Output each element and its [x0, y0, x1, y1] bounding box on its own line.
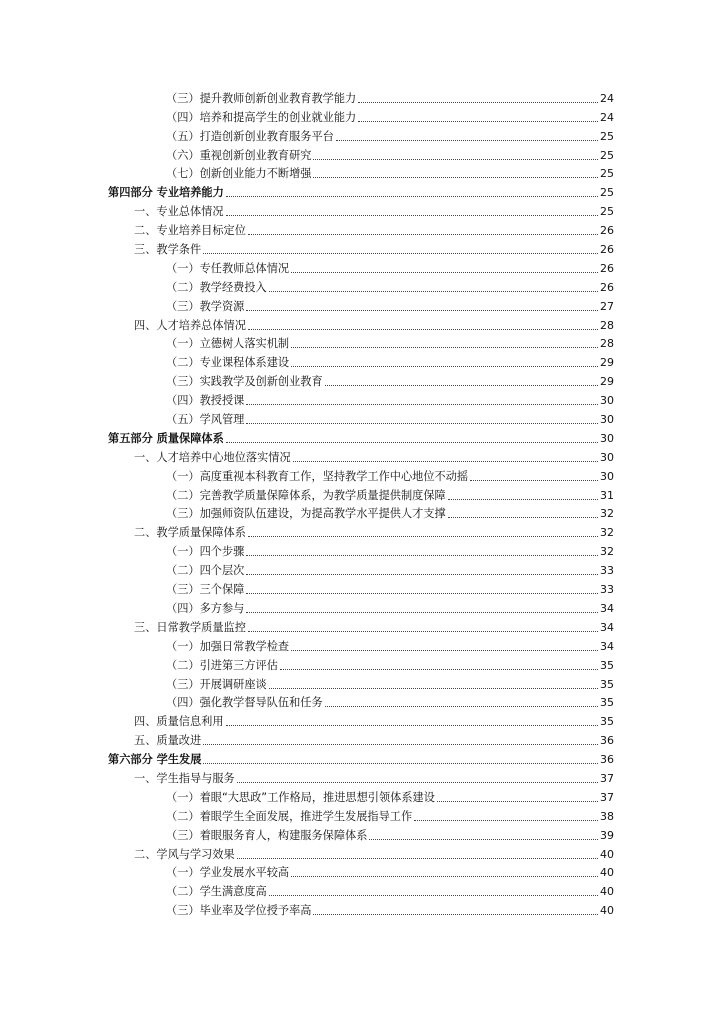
toc-subsection-entry[interactable]: [108, 295, 614, 314]
toc-dot-leader: [269, 688, 598, 689]
toc-dot-leader: [291, 347, 598, 348]
toc-section-entry[interactable]: [108, 710, 614, 729]
toc-page-number: 24: [600, 110, 614, 124]
toc-section-entry[interactable]: [108, 200, 614, 219]
toc-section-entry[interactable]: [108, 446, 614, 465]
toc-entry-title: （二）学生满意度高: [166, 885, 267, 899]
toc-page-number: 30: [600, 394, 614, 408]
toc-subsection-entry[interactable]: [108, 408, 614, 427]
toc-dot-leader: [269, 895, 598, 896]
toc-page-number: 40: [600, 847, 614, 861]
toc-dot-leader: [325, 385, 598, 386]
toc-subsection-entry[interactable]: [108, 125, 614, 144]
toc-dot-leader: [313, 914, 598, 915]
toc-entry-title: 三、日常教学质量监控: [134, 620, 246, 634]
toc-page-number: 30: [600, 431, 614, 445]
toc-entry-title: 二、教学质量保障体系: [134, 526, 246, 540]
toc-entry-title: （二）教学经费投入: [166, 280, 267, 294]
toc-subsection-entry[interactable]: [108, 880, 614, 899]
toc-subsection-entry[interactable]: [108, 87, 614, 106]
toc-entry-title: （五）打造创新创业教育服务平台: [166, 129, 334, 143]
toc-dot-leader: [293, 461, 598, 462]
toc-subsection-entry[interactable]: [108, 692, 614, 711]
toc-dot-leader: [470, 480, 598, 481]
toc-part-heading[interactable]: [108, 181, 614, 200]
toc-page-number: 35: [600, 677, 614, 691]
toc-page-number: 33: [600, 564, 614, 578]
toc-page-number: 28: [600, 337, 614, 351]
toc-dot-leader: [203, 253, 598, 254]
toc-dot-leader: [246, 593, 598, 594]
toc-page-number: 34: [600, 601, 614, 615]
toc-part-heading[interactable]: [108, 427, 614, 446]
toc-subsection-entry[interactable]: [108, 786, 614, 805]
toc-dot-leader: [291, 876, 598, 877]
toc-entry-title: 一、专业总体情况: [134, 205, 224, 219]
toc-page-number: 37: [600, 790, 614, 804]
toc-subsection-entry[interactable]: [108, 144, 614, 163]
toc-page-number: 40: [600, 885, 614, 899]
toc-page-number: 32: [600, 526, 614, 540]
toc-section-entry[interactable]: [108, 314, 614, 333]
toc-section-entry[interactable]: [108, 729, 614, 748]
toc-subsection-entry[interactable]: [108, 540, 614, 559]
toc-dot-leader: [203, 744, 598, 745]
toc-page-number: 30: [600, 469, 614, 483]
toc-subsection-entry[interactable]: [108, 465, 614, 484]
toc-entry-title: （三）加强师资队伍建设，为提高教学水平提供人才支撑: [166, 507, 446, 521]
toc-dot-leader: [248, 536, 598, 537]
toc-entry-title: （三）开展调研座谈: [166, 677, 267, 691]
toc-subsection-entry[interactable]: [108, 559, 614, 578]
toc-page-number: 39: [600, 828, 614, 842]
toc-subsection-entry[interactable]: [108, 389, 614, 408]
toc-page-number: 37: [600, 771, 614, 785]
toc-dot-leader: [269, 291, 598, 292]
toc-page-number: 25: [600, 148, 614, 162]
toc-entry-title: 五、质量改进: [134, 734, 202, 748]
toc-dot-leader: [358, 102, 598, 103]
toc-dot-leader: [280, 669, 598, 670]
toc-page-number: 36: [600, 753, 614, 767]
toc-dot-leader: [246, 310, 598, 311]
toc-subsection-entry[interactable]: [108, 673, 614, 692]
toc-subsection-entry[interactable]: [108, 257, 614, 276]
toc-subsection-entry[interactable]: [108, 333, 614, 352]
toc-dot-leader: [291, 272, 598, 273]
toc-subsection-entry[interactable]: [108, 276, 614, 295]
toc-page-number: 30: [600, 450, 614, 464]
toc-page-number: 24: [600, 91, 614, 105]
toc-dot-leader: [414, 820, 598, 821]
toc-dot-leader: [313, 159, 598, 160]
toc-entry-title: 第五部分 质量保障体系: [108, 431, 224, 445]
toc-entry-title: （一）立德树人落实机制: [166, 337, 290, 351]
toc-subsection-entry[interactable]: [108, 824, 614, 843]
toc-subsection-entry[interactable]: [108, 163, 614, 182]
toc-section-entry[interactable]: [108, 238, 614, 257]
toc-page-number: 36: [600, 734, 614, 748]
toc-part-heading[interactable]: [108, 748, 614, 767]
toc-dot-leader: [448, 499, 598, 500]
toc-page-number: 40: [600, 904, 614, 918]
toc-dot-leader: [237, 782, 598, 783]
toc-section-entry[interactable]: [108, 521, 614, 540]
toc-dot-leader: [203, 763, 598, 764]
toc-entry-title: 第六部分 学生发展: [108, 753, 202, 767]
toc-entry-title: 一、人才培养中心地位落实情况: [134, 450, 291, 464]
toc-entry-title: （一）加强日常教学检查: [166, 639, 290, 653]
toc-entry-title: （二）专业课程体系建设: [166, 356, 290, 370]
toc-dot-leader: [313, 177, 598, 178]
toc-page-number: 26: [600, 224, 614, 238]
toc-dot-leader: [369, 839, 598, 840]
toc-dot-leader: [248, 234, 598, 235]
toc-entry-title: （一）着眼“大思政”工作格局，推进思想引领体系建设: [166, 790, 435, 804]
toc-subsection-entry[interactable]: [108, 597, 614, 616]
toc-page-number: 33: [600, 583, 614, 597]
toc-entry-title: （三）实践教学及创新创业教育: [166, 375, 323, 389]
toc-page-number: 32: [600, 545, 614, 559]
toc-dot-leader: [246, 404, 598, 405]
toc-page-number: 35: [600, 696, 614, 710]
toc-entry-title: 四、质量信息利用: [134, 715, 224, 729]
toc-dot-leader: [246, 423, 598, 424]
toc-page-number: 28: [600, 318, 614, 332]
toc-entry-title: （三）三个保障: [166, 583, 245, 597]
toc-section-entry[interactable]: [108, 767, 614, 786]
toc-entry-title: （二）四个层次: [166, 564, 245, 578]
toc-dot-leader: [226, 196, 598, 197]
toc-subsection-entry[interactable]: [108, 578, 614, 597]
toc-page-number: 25: [600, 167, 614, 181]
toc-subsection-entry[interactable]: [108, 503, 614, 522]
toc-entry-title: 三、教学条件: [134, 243, 202, 257]
toc-page-number: 34: [600, 620, 614, 634]
toc-page-number: 34: [600, 639, 614, 653]
toc-page-number: 38: [600, 809, 614, 823]
toc-dot-leader: [325, 706, 598, 707]
toc-dot-leader: [291, 650, 598, 651]
toc-entry-title: 第四部分 专业培养能力: [108, 186, 224, 200]
table-of-contents: [108, 87, 614, 918]
toc-dot-leader: [248, 329, 598, 330]
toc-dot-leader: [358, 121, 598, 122]
toc-entry-title: （五）学风管理: [166, 413, 245, 427]
toc-page-number: 26: [600, 261, 614, 275]
toc-entry-title: （四）培养和提高学生的创业就业能力: [166, 110, 357, 124]
toc-subsection-entry[interactable]: [108, 351, 614, 370]
toc-entry-title: （一）学业发展水平较高: [166, 866, 290, 880]
toc-entry-title: 二、专业培养目标定位: [134, 224, 246, 238]
toc-page-number: 25: [600, 186, 614, 200]
toc-page-number: 29: [600, 356, 614, 370]
toc-entry-title: （一）专任教师总体情况: [166, 261, 290, 275]
toc-dot-leader: [291, 366, 598, 367]
toc-page-number: 27: [600, 299, 614, 313]
toc-subsection-entry[interactable]: [108, 635, 614, 654]
toc-page-number: 29: [600, 375, 614, 389]
toc-entry-title: （二）引进第三方评估: [166, 658, 278, 672]
toc-entry-title: （一）四个步骤: [166, 545, 245, 559]
toc-dot-leader: [226, 725, 598, 726]
toc-page-number: 30: [600, 413, 614, 427]
toc-dot-leader: [226, 442, 598, 443]
toc-dot-leader: [246, 555, 598, 556]
toc-entry-title: （三）教学资源: [166, 299, 245, 313]
toc-entry-title: （四）强化教学督导队伍和任务: [166, 696, 323, 710]
toc-page-number: 40: [600, 866, 614, 880]
toc-entry-title: 四、人才培养总体情况: [134, 318, 246, 332]
toc-subsection-entry[interactable]: [108, 805, 614, 824]
toc-page-number: 32: [600, 507, 614, 521]
toc-dot-leader: [448, 517, 598, 518]
toc-dot-leader: [437, 801, 598, 802]
toc-entry-title: 二、学风与学习效果: [134, 847, 235, 861]
toc-entry-title: （三）提升教师创新创业教育教学能力: [166, 91, 357, 105]
toc-entry-title: （四）多方参与: [166, 601, 245, 615]
toc-page-number: 35: [600, 715, 614, 729]
toc-entry-title: 一、学生指导与服务: [134, 771, 235, 785]
toc-entry-title: （三）毕业率及学位授予率高: [166, 904, 312, 918]
toc-dot-leader: [246, 612, 598, 613]
toc-entry-title: （四）教授授课: [166, 394, 245, 408]
toc-page-number: 26: [600, 280, 614, 294]
toc-subsection-entry[interactable]: [108, 899, 614, 918]
toc-section-entry[interactable]: [108, 219, 614, 238]
toc-dot-leader: [237, 858, 598, 859]
toc-page-number: 26: [600, 243, 614, 257]
toc-dot-leader: [226, 215, 598, 216]
toc-dot-leader: [336, 140, 598, 141]
toc-subsection-entry[interactable]: [108, 484, 614, 503]
toc-entry-title: （一）高度重视本科教育工作，坚持教学工作中心地位不动摇: [166, 469, 469, 483]
toc-entry-title: （二）完善教学质量保障体系，为教学质量提供制度保障: [166, 488, 446, 502]
toc-entry-title: （三）着眼服务育人，构建服务保障体系: [166, 828, 368, 842]
toc-page-number: 25: [600, 205, 614, 219]
toc-page-number: 31: [600, 488, 614, 502]
toc-entry-title: （六）重视创新创业教育研究: [166, 148, 312, 162]
toc-dot-leader: [246, 574, 598, 575]
toc-subsection-entry[interactable]: [108, 654, 614, 673]
toc-subsection-entry[interactable]: [108, 370, 614, 389]
toc-dot-leader: [248, 631, 598, 632]
toc-section-entry[interactable]: [108, 843, 614, 862]
toc-entry-title: （七）创新创业能力不断增强: [166, 167, 312, 181]
toc-page-number: 35: [600, 658, 614, 672]
toc-page-number: 25: [600, 129, 614, 143]
toc-section-entry[interactable]: [108, 616, 614, 635]
toc-entry-title: （二）着眼学生全面发展，推进学生发展指导工作: [166, 809, 413, 823]
toc-subsection-entry[interactable]: [108, 106, 614, 125]
toc-subsection-entry[interactable]: [108, 862, 614, 881]
